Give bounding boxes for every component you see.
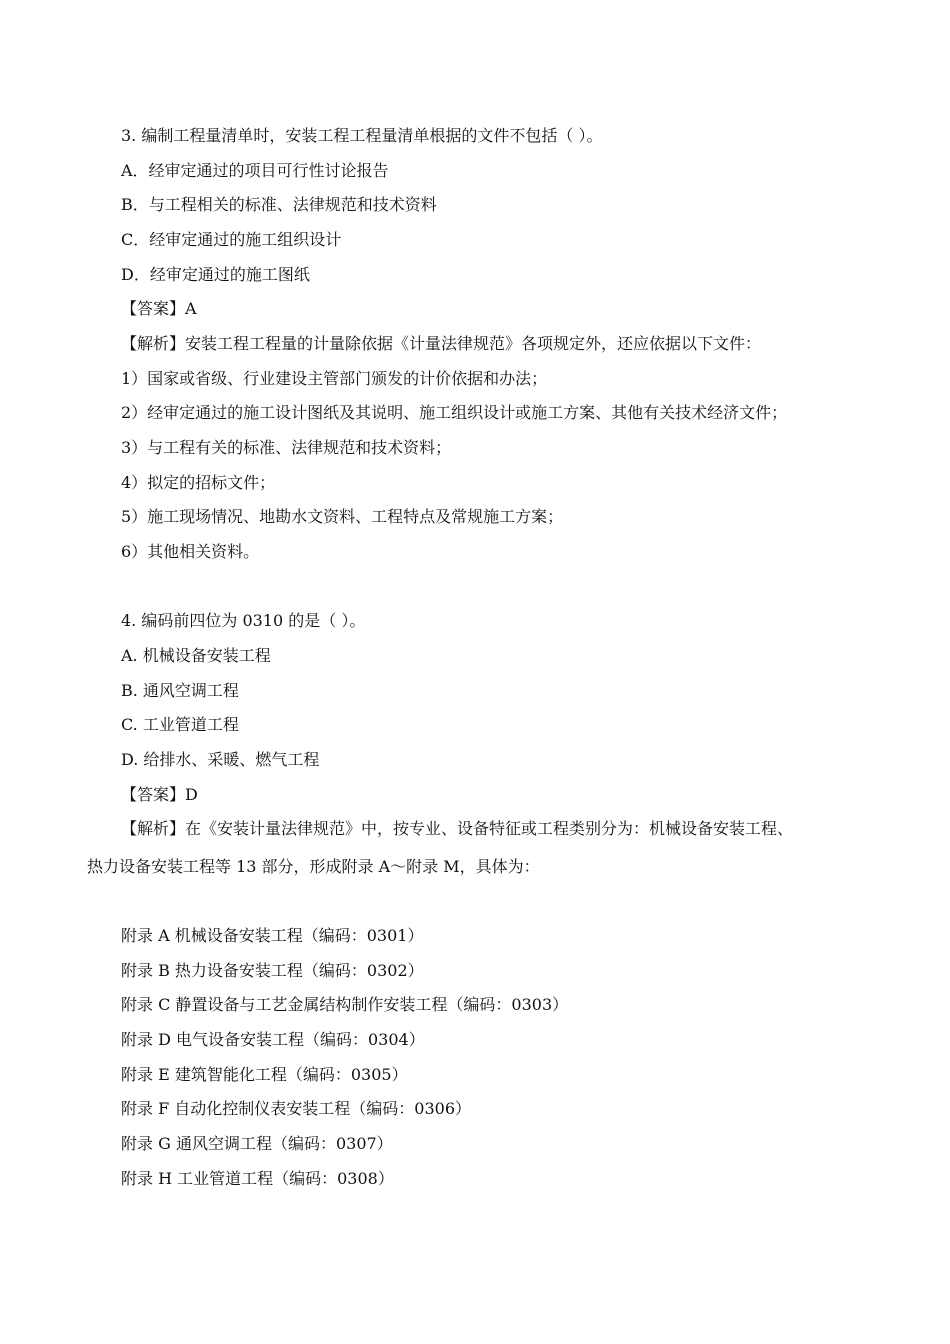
- q3-item-1: 1）国家或省级、行业建设主管部门颁发的计价依据和办法；: [121, 369, 548, 388]
- q3-analysis: 【解析】安装工程工程量的计量除依据《计量法律规范》各项规定外，还应依据以下文件：: [121, 334, 762, 353]
- appendix-c: 附录 C 静置设备与工艺金属结构制作安装工程（编码：0303）: [121, 995, 569, 1014]
- q4-option-d: D. 给排水、采暖、燃气工程: [121, 750, 320, 769]
- appendix-h: 附录 H 工业管道工程（编码：0308）: [121, 1169, 394, 1188]
- q4-option-a: A. 机械设备安装工程: [121, 646, 271, 665]
- q3-option-a: A．经审定通过的项目可行性讨论报告: [121, 161, 389, 180]
- q4-analysis-line-1: 【解析】在《安装计量法律规范》中，按专业、设备特征或工程类别分为：机械设备安装工程、: [121, 819, 794, 838]
- q4-stem: 4. 编码前四位为 0310 的是（ ）。: [121, 611, 366, 630]
- appendix-a: 附录 A 机械设备安装工程（编码：0301）: [121, 926, 424, 945]
- q3-option-c: C．经审定通过的施工组织设计: [121, 230, 342, 249]
- q4-option-c: C. 工业管道工程: [121, 715, 239, 734]
- q3-item-3: 3）与工程有关的标准、法律规范和技术资料；: [121, 438, 452, 457]
- appendix-f: 附录 F 自动化控制仪表安装工程（编码：0306）: [121, 1099, 471, 1118]
- q4-analysis-line-2: 热力设备安装工程等 13 部分，形成附录 A～附录 M，具体为：: [87, 857, 540, 876]
- q3-item-5: 5）施工现场情况、地勘水文资料、工程特点及常规施工方案；: [121, 507, 564, 526]
- q3-item-4: 4）拟定的招标文件；: [121, 473, 276, 492]
- appendix-d: 附录 D 电气设备安装工程（编码：0304）: [121, 1030, 425, 1049]
- q3-answer: 【答案】A: [121, 299, 197, 318]
- q3-item-6: 6）其他相关资料。: [121, 542, 260, 561]
- q3-option-b: B．与工程相关的标准、法律规范和技术资料: [121, 195, 437, 214]
- appendix-e: 附录 E 建筑智能化工程（编码：0305）: [121, 1065, 408, 1084]
- q3-option-d: D．经审定通过的施工图纸: [121, 265, 310, 284]
- q4-answer: 【答案】D: [121, 785, 198, 804]
- appendix-g: 附录 G 通风空调工程（编码：0307）: [121, 1134, 393, 1153]
- q4-option-b: B. 通风空调工程: [121, 681, 239, 700]
- appendix-b: 附录 B 热力设备安装工程（编码：0302）: [121, 961, 424, 980]
- q3-stem: 3. 编制工程量清单时，安装工程工程量清单根据的文件不包括（ ）。: [121, 126, 603, 145]
- q3-item-2: 2）经审定通过的施工设计图纸及其说明、施工组织设计或施工方案、其他有关技术经济文件；: [121, 403, 788, 422]
